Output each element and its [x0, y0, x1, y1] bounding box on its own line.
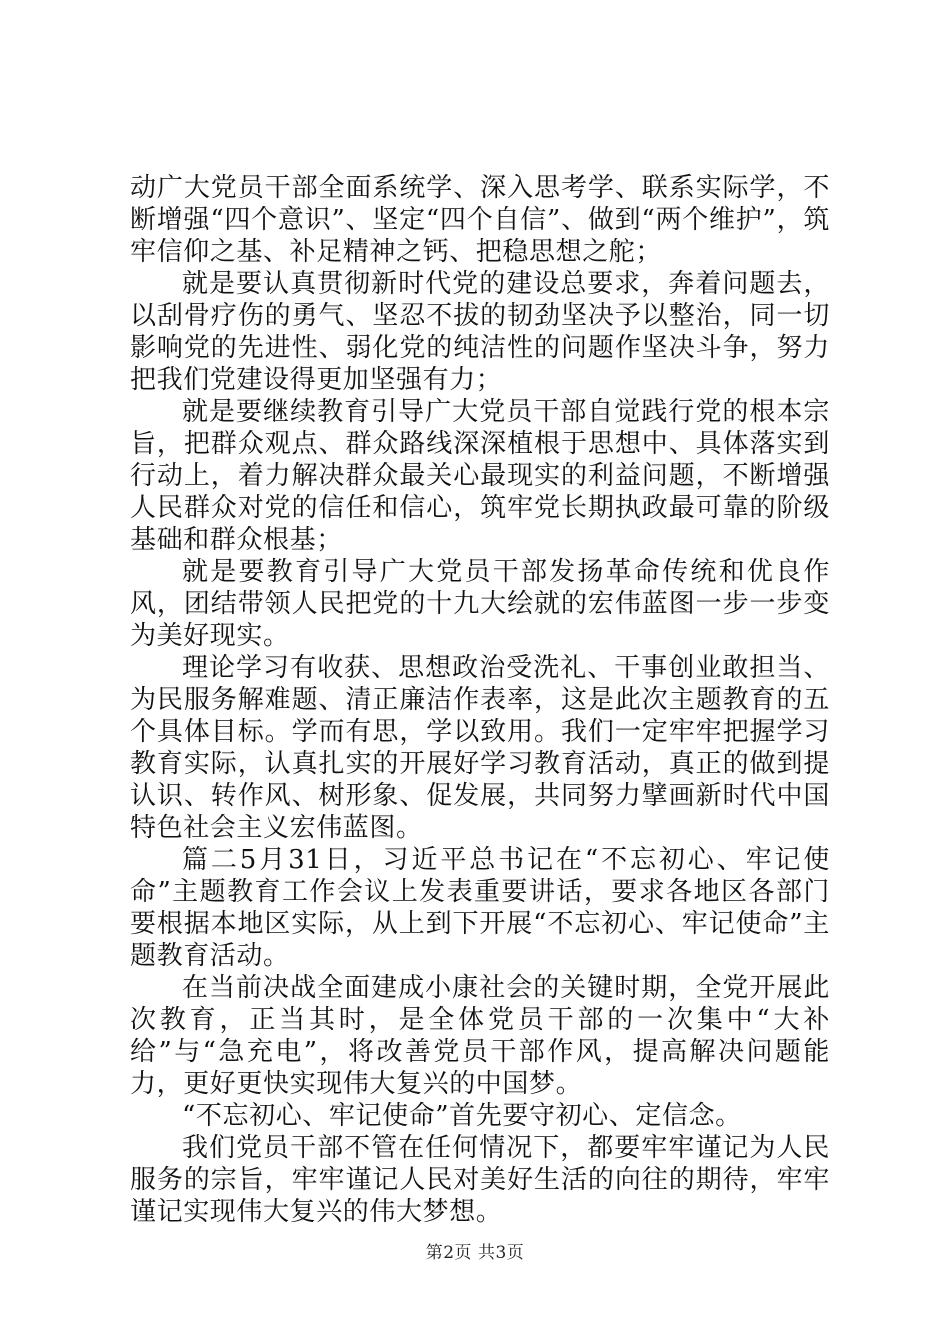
- paragraph-1: 动广大党员干部全面系统学、深入思考学、联系实际学，不断增强“四个意识”、坚定“四个自信”、做到“两个维护”，筑牢信仰之基、补足精神之钙、把稳思想之舵；: [130, 173, 830, 267]
- paragraph-7: 在当前决战全面建成小康社会的关键时期，全党开展此次教育，正当其时，是全体党员干部的一次集中“大补给”与“急充电”，将改善党员干部作风，提高解决问题能力，更好更快实现伟大复兴的中国梦。: [130, 973, 830, 1099]
- paragraph-6: 篇二5月31日，习近平总书记在“不忘初心、牢记使命”主题教育工作会议上发表重要讲话，要求各地区各部门要根据本地区实际，从上到下开展“不忘初心、牢记使命”主题教育活动。: [130, 845, 830, 971]
- paragraph-9: 我们党员干部不管在任何情况下，都要牢牢谨记为人民服务的宗旨，牢牢谨记人民对美好生活的向往的期待，牢牢谨记实现伟大复兴的伟大梦想。: [130, 1133, 830, 1227]
- paragraph-5: 理论学习有收获、思想政治受洗礼、干事创业敢担当、为民服务解难题、清正廉洁作表率，这是此次主题教育的五个具体目标。学而有思，学以致用。我们一定牢牢把握学习教育实际，认真扎实的开展好学习教育活动，真正的做到提认识、转作风、树形象、促发展，共同努力擘画新时代中国特色社会主义宏伟蓝图。: [130, 653, 830, 843]
- body-text: [130, 172, 830, 1228]
- paragraph-3: 就是要继续教育引导广大党员干部自觉践行党的根本宗旨，把群众观点、群众路线深深植根于思想中、具体落实到行动上，着力解决群众最关心最现实的利益问题，不断增强人民群众对党的信任和信心，筑牢党长期执政最可靠的阶级基础和群众根基；: [130, 397, 830, 555]
- paragraph-4: 就是要教育引导广大党员干部发扬革命传统和优良作风，团结带领人民把党的十九大绘就的宏伟蓝图一步一步变为美好现实。: [130, 557, 830, 651]
- page-number-footer: 第2页 共3页: [425, 1243, 525, 1263]
- paragraph-2: 就是要认真贯彻新时代党的建设总要求，奔着问题去，以刮骨疗伤的勇气、坚忍不拔的韧劲坚决予以整治，同一切影响党的先进性、弱化党的纯洁性的问题作坚决斗争，努力把我们党建设得更加坚强有力；: [130, 269, 830, 395]
- paragraph-8: “不忘初心、牢记使命”首先要守初心、定信念。: [182, 1101, 742, 1131]
